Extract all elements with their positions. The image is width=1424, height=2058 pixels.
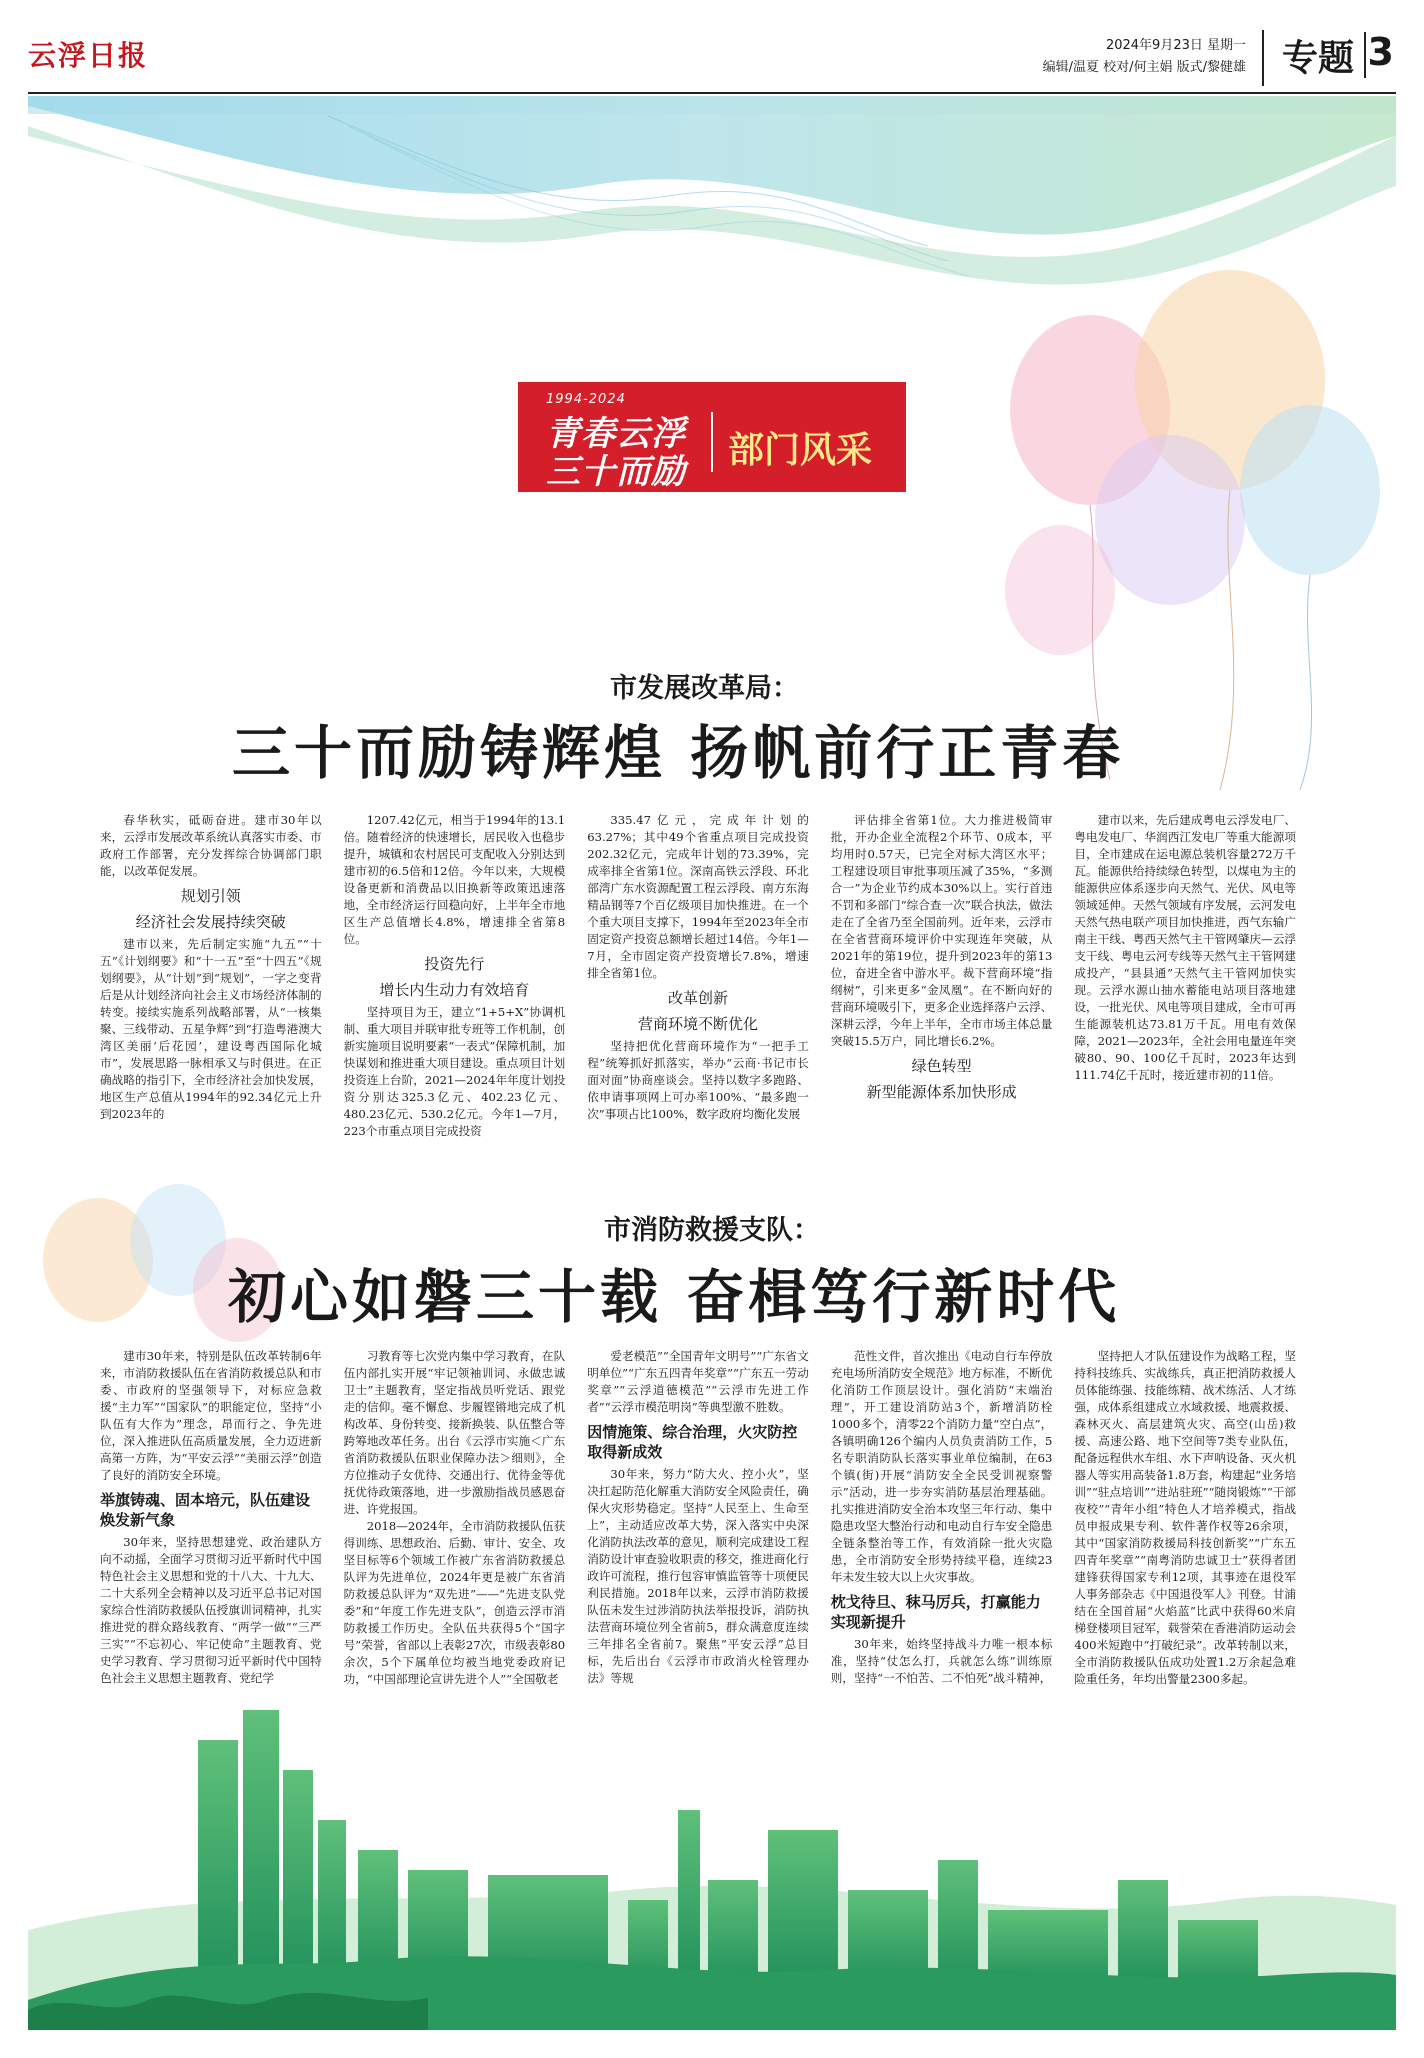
- article2-column: [100, 1348, 322, 1708]
- article1-column: [344, 812, 566, 1140]
- badge-slogan-line2: 三十而励: [546, 452, 686, 492]
- article2-column: [587, 1348, 809, 1708]
- article1-body: [100, 812, 1296, 1138]
- article1-column: [1074, 812, 1296, 1140]
- page-number: 3: [1367, 30, 1394, 74]
- newspaper-logo: 云浮日报: [28, 39, 149, 72]
- article1-paragraph: 坚持把优化营商环境作为“一把手工程”统筹抓好抓落实，举办“云商·书记市长面对面”协商座谈会。坚持以数字多跑路、依申请事项网上可办率100%、“最多跑一次”事项占比100%，数字政府均衡化发展: [587, 1039, 809, 1121]
- article2-paragraph: 建市30年来，特别是队伍改革转制6年来，市消防救援队伍在省消防救援总队和市委、市政府的坚强领导下，对标应急救援“主力军”“国家队”的职能定位，坚持“小队伍有大作为”理念，昂而行之、争先进位，深入推进队伍高质量发展，全力迈进新高第一方阵，为“平安云浮”“美丽云浮”创造了良好的消防安全环境。: [100, 1349, 322, 1482]
- article2-headline: 初心如磐三十载 奋楫笃行新时代: [228, 1263, 1121, 1331]
- article1-paragraph: 1207.42亿元，相当于1994年的13.1倍。随着经济的快速增长，居民收入也稳步提升，城镇和农村居民可支配收入分别达到建市初的6.5倍和12倍。今年以来，大规模设备更新和消费品以旧换新等政策迅速落地，全市经济运行回稳向好，上半年全市地区生产总值增长4.8%，增速排全省第8位。: [343, 813, 566, 946]
- article2-body: [100, 1348, 1296, 1708]
- article1-subheading: 增长内生动力有效培育: [379, 981, 530, 999]
- city-skyline-decoration: [28, 1700, 1396, 2030]
- header-divider: [1262, 30, 1264, 86]
- header-rule: [28, 92, 1396, 94]
- article1-subheading: 绿色转型: [911, 1057, 972, 1075]
- badge-separator: [711, 412, 713, 472]
- article2-paragraph: 爱老模范”“全国青年文明号”“广东省文明单位”“广东五四青年奖章”“广东五一劳动奖章”“云浮道德模范”“云浮市先进工作者”“云浮市模范明岗”等典型激不胜数。: [587, 1349, 809, 1414]
- article2-column: [344, 1348, 566, 1708]
- editorial-staff: 编辑/温夏 校对/何主娟 版式/黎健雄: [1042, 60, 1246, 75]
- article1-paragraph: 建市以来，先后建成粤电云浮发电厂、粤电发电厂、华润西江发电厂等重大能源项目，全市建成在运电源总装机容量272万千瓦。能源供给持续绿色转型，以煤电为主的能源供应体系逐步向天然气、光伏、风电等领域延伸。天然气领域有序发展，云河发电天然气热电联产项目加快推进，西气东输广南主干线、粤西天然气主干管网肇庆—云浮支干线、粤电云河专线等天然气主干管网建成投产，“县县通”天然气主干管网加快实现。云浮水源山抽水蓄能电站项目落地建设，一批光伏、风电等项目建成，全市可再生能源装机达73.81万千瓦。用电有效保障，2021—2023年，全社会用电量连年突破80、90、100亿千瓦时，2023年达到111.74亿千瓦时，接近建市初的11倍。: [1074, 813, 1296, 1082]
- article1-paragraph: 春华秋实，砥砺奋进。建市30年以来，云浮市发展改革系统认真落实市委、市政府工作部署，充分发挥综合协调部门职能，以改革促发展。: [100, 813, 322, 878]
- article2-column: [831, 1348, 1053, 1708]
- anniversary-badge: [518, 382, 906, 492]
- badge-category: 部门风采: [728, 430, 873, 471]
- article1-column: [100, 812, 322, 1140]
- article1-column: [587, 812, 809, 1140]
- article2-paragraph: 习教育等七次党内集中学习教育，在队伍内部扎实开展“牢记领袖训词、永做忠诚卫士”主题教育，坚定指战员听党话、跟党走的信仰。毫不懈怠、步履铿锵地完成了机构改革、身份转变、接新换装、队伍整合等跨筹地改革任务。出台《云浮市实施＜广东省消防救援队伍职业保障办法＞细则》，全方位推动子女优待、交通出行、优待金等优抚优待政策落地，进一步激励指战员感恩奋进、许党报国。: [343, 1349, 566, 1516]
- article2-paragraph: 30年来，始终坚持战斗力唯一根本标准，坚持“仗怎么打，兵就怎么练”训练原则，坚持“一不怕苦、二不怕死”战斗精神，: [830, 1637, 1053, 1685]
- badge-slogan-line1: 青春云浮: [546, 414, 686, 454]
- article2-paragraph: 30年来，坚持思想建党、政治建队方向不动摇，全面学习贯彻习近平新时代中国特色社会主义思想和党的十八大、十九大、二十大系列全会精神以及习近平总书记对国家综合性消防救援队伍授旗训词精神，扎实推进党的群众路线教育、“两学一做”“三严三实”“不忘初心、牢记使命”主题教育、党史学习教育、学习贯彻习近平新时代中国特色社会主义思想主题教育、党纪学: [100, 1535, 322, 1685]
- article1-subheading: 改革创新: [667, 989, 728, 1007]
- article2-paragraph: 坚持把人才队伍建设作为战略工程，坚持科技练兵、实战练兵，真正把消防救援人员体能练强、技能练精、战术练活、人才练强，成体系组建成立水域救援、地震救援、森林灭火、高层建筑火灾、高空(山岳)救援、高速公路、地下空间等7类专业队伍，配备远程供水车组、水下声呐设备、灭火机器人等实用高装备1.8万套，构建起“业务培训”“驻点培训”“进站驻班”“随岗锻炼”“干部夜校”“青年小组”特色人才培养模式，指战员申报成果专利、软件著作权等26余项，其中“国家消防救援局科技创新奖”“广东五四青年奖章”“南粤消防忠诚卫士”获得者团建锋获得国家专利12项，其事迹在退役军人事务部杂志《中国退役军人》刊登。甘浦结在全国首届“火焰蓝”比武中获得60米肩梯登楼项目冠军，载誉荣在香港消防运动会400米短跑中“打破纪录”。改革转制以来，全市消防救援队伍成功处置1.2万余起急难险重任务，年均出警量2300多起。: [1074, 1349, 1296, 1686]
- article2-paragraph: 30年来，努力“防大火、控小火”，坚决扛起防范化解重大消防安全风险责任，确保火灾形势稳定。坚持“人民至上、生命至上”，主动适应改革大势，深入落实中央深化消防执法改革的意见，顺利完成建设工程消防设计审查验收职责的移交，推进商化行政许可流程，推行包容审慎监管等十项便民利民措施。2018年以来，云浮市消防救援队伍未发生过涉消防执法举报投诉，消防执法营商环境位列全省前5，群众满意度连续三年排名全省前7。聚焦“平安云浮”总目标，先后出台《云浮市市政消火栓管理办法》等规: [587, 1467, 809, 1685]
- article1-paragraph: 评估排全省第1位。大力推进极简审批，开办企业全流程2个环节、0成本，平均用时0.57天，已完全对标大湾区水平；工程建设项目审批事项压减了35%，“多测合一”为企业节约成本30%以上。实行首违不罚和多部门“综合查一次”联合执法，做法走在了全省乃至全国前列。近年来，云浮市在全省营商环境评价中实现连年突破，从2021年的第19位，提升到2023年的第13位，奋进全省中游水平。裁下营商环境“指纲树”，引来更多“金凤凰”。在不断向好的营商环境吸引下，更多企业选择落户云浮、深耕云浮，今年上半年，全市市场主体总量突破15.5万户，同比增长6.2%。: [830, 813, 1053, 1048]
- article1-headline: 三十而励铸辉煌 扬帆前行正青春: [232, 719, 1125, 787]
- article2-subheading: 举旗铸魂、固本培元，队伍建设焕发新气象: [100, 1491, 311, 1529]
- article1-subheading: 经济社会发展持续突破: [135, 913, 286, 931]
- issue-date: 2024年9月23日 星期一: [1105, 38, 1246, 53]
- article1-kicker: 市发展改革局：: [610, 673, 799, 704]
- article2-paragraph: 2018—2024年，全市消防救援队伍获得训练、思想政治、后勤、审计、安全、攻坚目标等6个领域工作被广东省消防救援总队评为先进单位，2024年更是被广东省消防救援总队评为“双先进”——“先进支队党委”和“年度工作先进支队”，创造云浮市消防救援工作历史。全队伍共获得5个“国字号”荣誉，省部以上表彰27次，市级表彰80余次，5个下属单位均被当地党委政府记功，“中国部理论宣讲先进个人”“全国敬老: [343, 1519, 566, 1686]
- article1-paragraph: 坚持项目为王，建立“1+5+X”协调机制、重大项目并联审批专班等工作机制，创新实施项目说明要素“一表式”保障机制，加快谋划和推进重大项目建设。重点项目计划投资连上台阶，2021—2024年年度计划投资分别达325.3亿元、402.23亿元、480.23亿元、530.2亿元。今年1—7月，223个市重点项目完成投资: [343, 1005, 566, 1138]
- article1-subheading: 投资先行: [424, 955, 485, 973]
- article2-subheading: 因情施策、综合治理，火灾防控取得新成效: [587, 1423, 798, 1461]
- masthead: [28, 30, 1396, 88]
- article1-column: [831, 812, 1053, 1140]
- article2-kicker: 市消防救援支队：: [604, 1215, 820, 1246]
- article2-column: [1074, 1348, 1296, 1708]
- article1-subheading: 营商环境不断优化: [637, 1015, 758, 1033]
- article1-subheading: 新型能源体系加快形成: [866, 1083, 1017, 1101]
- article1-paragraph: 335.47亿元，完成年计划的63.27%；其中49个省重点项目完成投资202.32亿元，完成年计划的73.39%，完成率排全省第1位。深南高铁云浮段、环北部湾广东水资源配置工程云浮段、南方东海精品钢等7个百亿级项目加快推进。在一个个重大项目支撑下，1994年至2023年全市固定资产投资总额增长超过14倍。今年1—7月，全市固定资产投资增长7.8%，增速排全省第1位。: [587, 813, 809, 980]
- badge-years: 1994-2024: [546, 392, 626, 407]
- article2-subheading: 枕戈待旦、秣马厉兵，打赢能力实现新提升: [830, 1593, 1041, 1631]
- article2-paragraph: 范性文件，首次推出《电动自行车停放充电场所消防安全规范》地方标准，不断优化消防工作顶层设计。强化消防“末端治理”，开工建设消防站3个，新增消防栓1000多个，清零22个消防力量“空白点”，各镇明确126个编内人员负责消防工作，5名专职消防队长落实事业单位编制，在63个镇(街)开展“消防安全全民受训视察警示”活动，进一步夯实消防基层治理基础。扎实推进消防安全治本攻坚三年行动、集中隐患攻坚大整治行动和电动自行车安全隐患全链条整治等工作，有效消除一批火灾隐患，全市消防安全形势持续平稳，连续23年未发生较大以上火灾事故。: [830, 1349, 1053, 1584]
- section-name: 专题: [1281, 38, 1354, 79]
- article1-paragraph: 建市以来，先后制定实施“九五”“十五”《计划纲要》和“十一五”至“十四五”《规划纲要》，从“计划”到“规划”，一字之变背后是从计划经济向社会主义市场经济体制的转变。接续实施系列战略部署，从“一核集聚、三线带动、五星争辉”到“打造粤港澳大湾区美丽‘后花园’，建设粤西国际化城市”，发展思路一脉相承又与时俱进。在正确战略的指引下，全市经济社会加快发展，地区生产总值从1994年的92.34亿元上升到2023年的: [100, 937, 322, 1121]
- article1-subheading: 规划引领: [180, 887, 241, 905]
